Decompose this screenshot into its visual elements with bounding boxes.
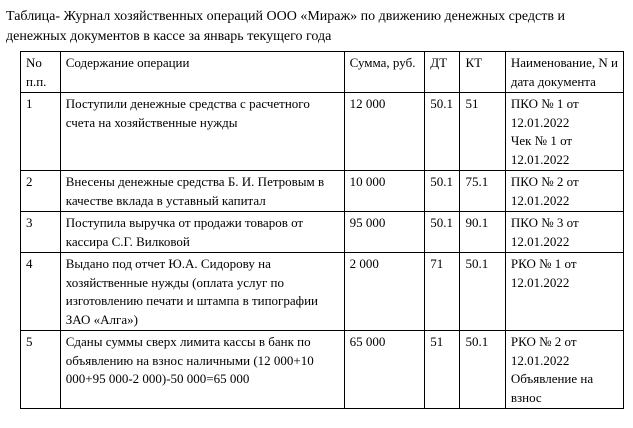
row-sum: 65 000 xyxy=(344,331,425,409)
header-dt: ДТ xyxy=(425,52,460,93)
table-row xyxy=(21,171,624,212)
row-operation: Поступили денежные средства с расчетного счета на хозяйственные нужды xyxy=(60,93,344,171)
table-row xyxy=(21,331,624,409)
document-line: ПКО № 3 от 12.01.2022 xyxy=(510,215,579,249)
row-sum: 2 000 xyxy=(344,253,425,331)
row-sum: 95 000 xyxy=(344,212,425,253)
row-dt: 50.1 xyxy=(425,93,460,171)
row-document xyxy=(505,331,623,409)
row-document xyxy=(505,171,623,212)
row-dt: 50.1 xyxy=(425,212,460,253)
table-header-row xyxy=(21,52,624,93)
row-operation: Выдано под отчет Ю.А. Сидорову на хозяйственные нужды (оплата услуг по изготовлению печати и штампа в типографии ЗАО «Алга») xyxy=(60,253,344,331)
row-operation: Сданы суммы сверх лимита кассы в банк по объявлению на взнос наличными (12 000+10 000+95 000-2 000)-50 000=65 000 xyxy=(60,331,344,409)
table-row xyxy=(21,212,624,253)
row-no: 1 xyxy=(21,93,61,171)
row-kt: 51 xyxy=(460,93,505,171)
header-operation: Содержание операции xyxy=(60,52,344,93)
document-line: РКО № 2 от 12.01.2022 xyxy=(510,334,577,368)
row-dt: 50.1 xyxy=(425,171,460,212)
row-dt: 51 xyxy=(425,331,460,409)
row-operation: Поступила выручка от продажи товаров от кассира С.Г. Вилковой xyxy=(60,212,344,253)
document-line: ПКО № 1 от 12.01.2022 xyxy=(510,96,579,130)
row-kt: 75.1 xyxy=(460,171,505,212)
row-document xyxy=(505,93,623,171)
row-no: 4 xyxy=(21,253,61,331)
row-sum: 10 000 xyxy=(344,171,425,212)
row-sum: 12 000 xyxy=(344,93,425,171)
header-kt: КТ xyxy=(460,52,505,93)
row-document xyxy=(505,212,623,253)
operations-journal-table xyxy=(20,51,624,409)
header-sum: Сумма, руб. xyxy=(344,52,425,93)
header-document: Наименование, N и дата документа xyxy=(505,52,623,93)
document-line: РКО № 1 от 12.01.2022 xyxy=(510,256,577,290)
document-line: ПКО № 2 от 12.01.2022 xyxy=(510,174,579,208)
document-line: Объявление на взнос xyxy=(510,371,594,405)
table-caption: Таблица- Журнал хозяйственных операций ООО «Мираж» по движению денежных средств и денежных документов в кассе за январь текущего года xyxy=(6,9,565,44)
row-kt: 50.1 xyxy=(460,331,505,409)
table-row xyxy=(21,253,624,331)
row-no: 2 xyxy=(21,171,61,212)
row-operation: Внесены денежные средства Б. И. Петровым в качестве вклада в уставный капитал xyxy=(60,171,344,212)
row-document xyxy=(505,253,623,331)
header-no: No п.п. xyxy=(21,52,61,93)
table-row xyxy=(21,93,624,171)
row-no: 5 xyxy=(21,331,61,409)
row-no: 3 xyxy=(21,212,61,253)
document-line: Чек № 1 от 12.01.2022 xyxy=(510,133,573,167)
row-kt: 90.1 xyxy=(460,212,505,253)
row-kt: 50.1 xyxy=(460,253,505,331)
row-dt: 71 xyxy=(425,253,460,331)
